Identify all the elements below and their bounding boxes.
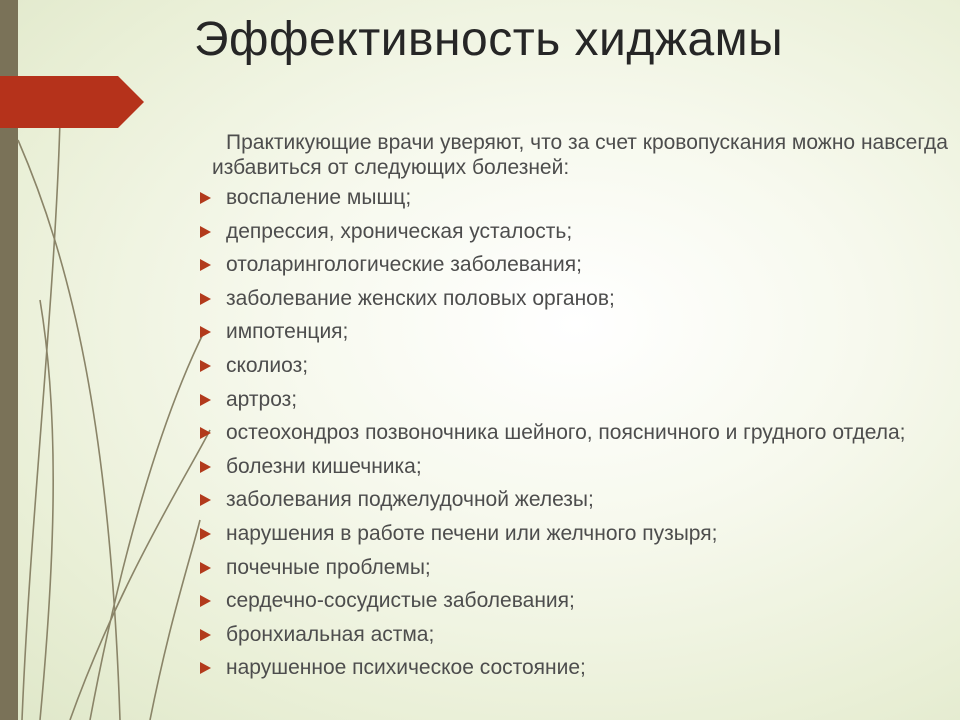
- list-item: [198, 186, 960, 210]
- triangle-right-bullet-icon: [200, 595, 211, 607]
- list-item: [198, 455, 960, 479]
- list-item: [198, 623, 960, 647]
- triangle-right-bullet-icon: [200, 259, 211, 271]
- accent-tab: [0, 76, 144, 128]
- triangle-right-bullet-icon: [200, 562, 211, 574]
- list-item: [198, 388, 960, 412]
- list-item: [198, 488, 960, 512]
- list-item-text: бронхиальная астма;: [226, 622, 435, 646]
- intro-text: Практикующие врачи уверяют, что за счет кровопускания можно навсегда избавиться от следующих болезней:: [212, 131, 948, 179]
- disease-list: [198, 186, 960, 690]
- triangle-right-bullet-icon: [200, 226, 211, 238]
- list-item-text: болезни кишечника;: [226, 454, 422, 478]
- list-item: [198, 556, 960, 580]
- triangle-right-bullet-icon: [200, 326, 211, 338]
- list-item: [198, 220, 960, 244]
- list-item: [198, 656, 960, 680]
- list-item-text: нарушенное психическое состояние;: [226, 656, 586, 680]
- list-item-text: депрессия, хроническая усталость;: [226, 219, 573, 243]
- triangle-right-bullet-icon: [200, 494, 211, 506]
- list-item-text: сколиоз;: [226, 353, 309, 377]
- triangle-right-bullet-icon: [200, 427, 211, 439]
- list-item-text: остеохондроз позвоночника шейного, поясничного и грудного отдела;: [226, 421, 906, 445]
- list-item: [198, 253, 960, 277]
- list-item-text: почечные проблемы;: [226, 555, 431, 579]
- list-item-text: артроз;: [226, 387, 298, 411]
- list-item-text: заболевания поджелудочной железы;: [226, 488, 594, 512]
- list-item-text: отоларингологические заболевания;: [226, 253, 582, 277]
- triangle-right-bullet-icon: [200, 662, 211, 674]
- list-item: [198, 522, 960, 546]
- list-item-text: сердечно-сосудистые заболевания;: [226, 589, 575, 613]
- triangle-right-bullet-icon: [200, 360, 211, 372]
- triangle-right-bullet-icon: [200, 461, 211, 473]
- triangle-right-bullet-icon: [200, 528, 211, 540]
- triangle-right-bullet-icon: [200, 629, 211, 641]
- list-item: [198, 320, 960, 344]
- list-item-text: воспаление мышц;: [226, 186, 412, 209]
- list-item: [198, 354, 960, 378]
- list-item-text: нарушения в работе печени или желчного пузыря;: [226, 521, 718, 545]
- slide-title: Эффективность хиджамы: [194, 13, 784, 66]
- triangle-right-bullet-icon: [200, 293, 211, 305]
- list-item: [198, 421, 960, 445]
- triangle-right-bullet-icon: [200, 192, 211, 204]
- triangle-right-bullet-icon: [200, 394, 211, 406]
- list-item: [198, 287, 960, 311]
- list-item: [198, 589, 960, 613]
- list-item-text: заболевание женских половых органов;: [226, 286, 615, 310]
- list-item-text: импотенция;: [226, 320, 349, 344]
